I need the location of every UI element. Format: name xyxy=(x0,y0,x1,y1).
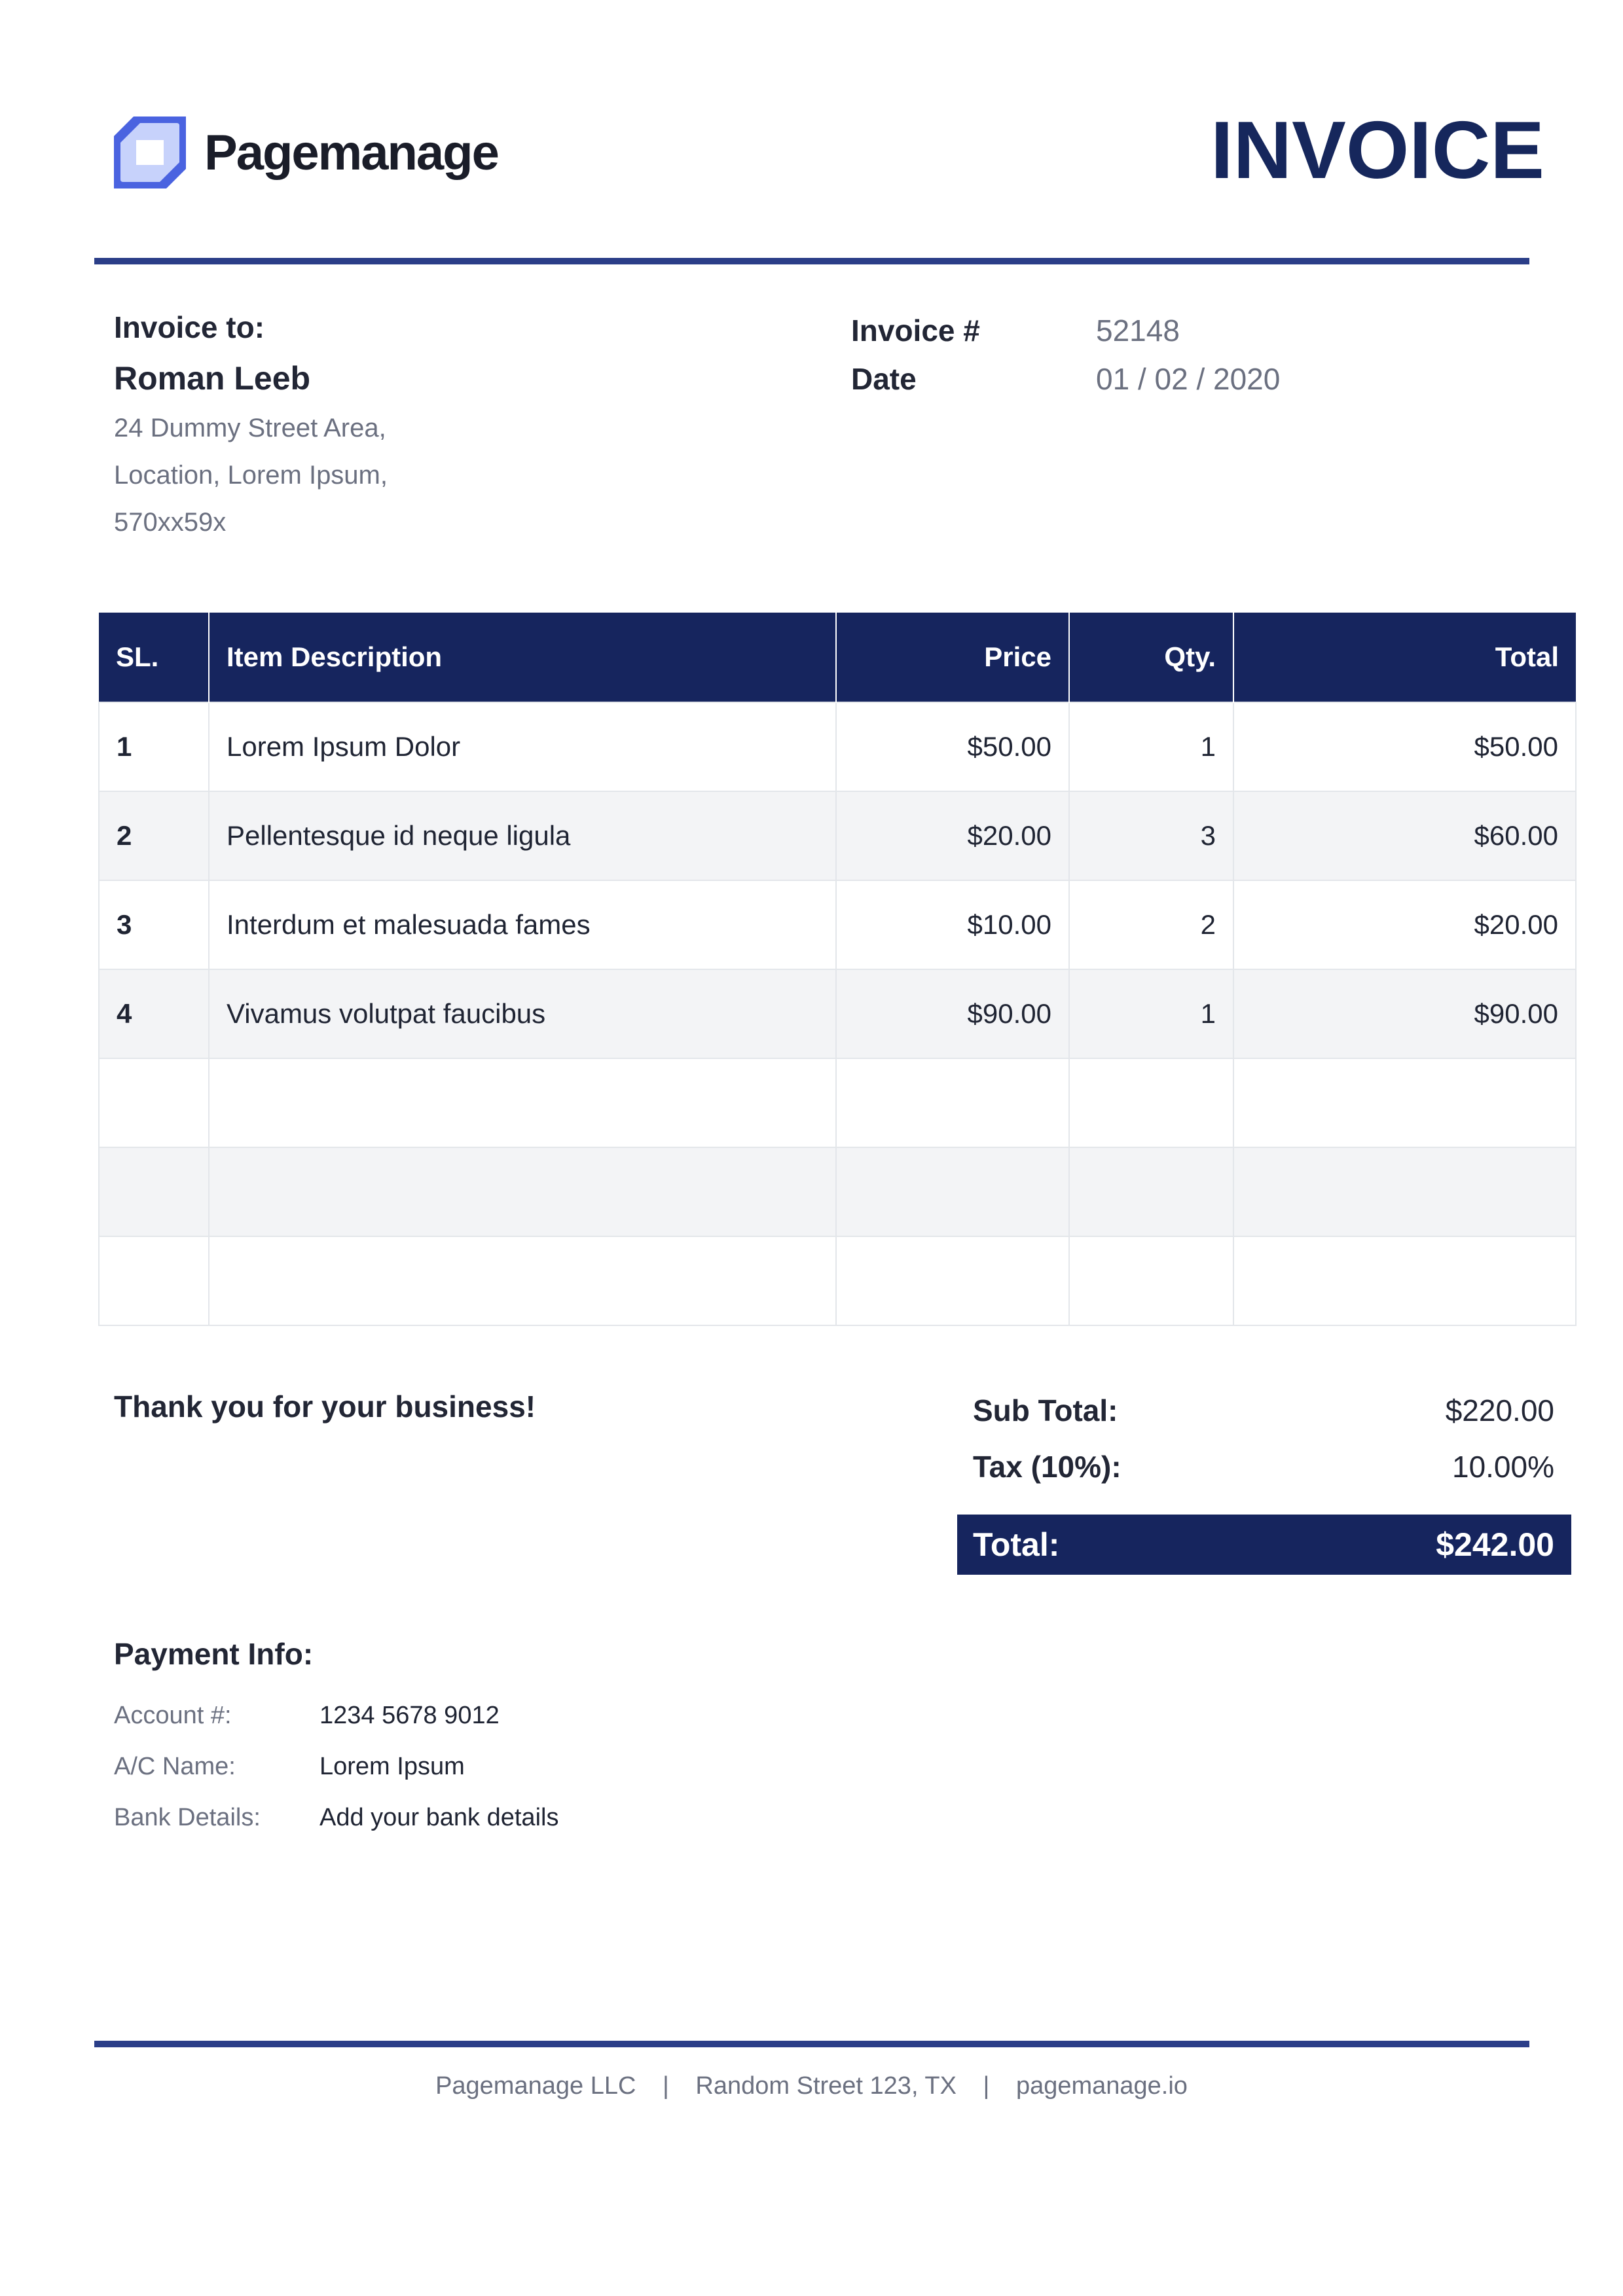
footer-address: Random Street 123, TX xyxy=(695,2072,957,2100)
header-divider xyxy=(94,258,1529,264)
bill-to-label: Invoice to: xyxy=(114,310,265,344)
cell-sl xyxy=(99,1058,209,1147)
cell-description xyxy=(209,1058,836,1147)
line-items-table xyxy=(98,613,1577,1326)
cell-total: $20.00 xyxy=(1233,880,1576,969)
cell-total: $60.00 xyxy=(1233,791,1576,880)
bank-details-row xyxy=(114,1792,558,1843)
cell-total: $90.00 xyxy=(1233,969,1576,1058)
customer-address xyxy=(114,404,388,546)
footer xyxy=(0,2072,1623,2100)
cell-description xyxy=(209,1147,836,1236)
pagemanage-logo-icon xyxy=(114,117,186,188)
cell-total xyxy=(1233,1147,1576,1236)
column-header-qty: Qty. xyxy=(1069,613,1233,702)
column-header-description: Item Description xyxy=(209,613,836,702)
cell-price: $10.00 xyxy=(836,880,1069,969)
subtotal-row xyxy=(957,1382,1571,1439)
grand-total-bar xyxy=(957,1515,1571,1575)
footer-separator: | xyxy=(983,2072,990,2100)
invoice-number-value: 52148 xyxy=(1096,314,1180,348)
cell-sl xyxy=(99,1236,209,1325)
account-number-value: 1234 5678 9012 xyxy=(319,1701,500,1729)
cell-price xyxy=(836,1236,1069,1325)
cell-description: Lorem Ipsum Dolor xyxy=(209,702,836,791)
cell-total: $50.00 xyxy=(1233,702,1576,791)
address-line: 24 Dummy Street Area, xyxy=(114,414,386,442)
cell-qty xyxy=(1069,1058,1233,1147)
cell-price: $20.00 xyxy=(836,791,1069,880)
invoice-date-row xyxy=(851,355,1280,403)
cell-qty: 2 xyxy=(1069,880,1233,969)
account-number-label: Account #: xyxy=(114,1701,232,1729)
cell-qty: 3 xyxy=(1069,791,1233,880)
totals-summary xyxy=(957,1382,1571,1575)
brand-name: Pagemanage xyxy=(204,124,498,181)
payment-info xyxy=(114,1636,558,1843)
cell-total xyxy=(1233,1058,1576,1147)
table-row-empty xyxy=(99,1147,1576,1236)
cell-description: Vivamus volutpat faucibus xyxy=(209,969,836,1058)
bank-details-label: Bank Details: xyxy=(114,1803,261,1831)
footer-divider xyxy=(94,2041,1529,2047)
footer-separator: | xyxy=(662,2072,669,2100)
cell-qty: 1 xyxy=(1069,702,1233,791)
table-row xyxy=(99,702,1576,791)
cell-price xyxy=(836,1058,1069,1147)
cell-price: $90.00 xyxy=(836,969,1069,1058)
cell-qty: 1 xyxy=(1069,969,1233,1058)
tax-value: 10.00% xyxy=(1451,1450,1554,1484)
customer-name: Roman Leeb xyxy=(114,360,311,397)
account-name-row xyxy=(114,1741,558,1792)
column-header-sl: SL. xyxy=(99,613,209,702)
invoice-title: INVOICE xyxy=(1211,105,1544,196)
cell-qty xyxy=(1069,1147,1233,1236)
invoice-date-label: Date xyxy=(851,362,917,396)
cell-sl: 2 xyxy=(99,791,209,880)
address-line: Location, Lorem Ipsum, xyxy=(114,461,388,490)
cell-description: Pellentesque id neque ligula xyxy=(209,791,836,880)
brand-logo xyxy=(114,117,498,188)
cell-sl: 4 xyxy=(99,969,209,1058)
table-row xyxy=(99,880,1576,969)
cell-total xyxy=(1233,1236,1576,1325)
payment-info-title: Payment Info: xyxy=(114,1637,314,1671)
subtotal-label: Sub Total: xyxy=(973,1393,1118,1427)
account-name-value: Lorem Ipsum xyxy=(319,1752,465,1780)
account-name-label: A/C Name: xyxy=(114,1752,236,1780)
invoice-date-value: 01 / 02 / 2020 xyxy=(1096,362,1281,396)
table-row-empty xyxy=(99,1058,1576,1147)
table-row xyxy=(99,969,1576,1058)
address-line: 570xx59x xyxy=(114,508,227,537)
bank-details-value: Add your bank details xyxy=(319,1803,559,1831)
cell-sl: 3 xyxy=(99,880,209,969)
invoice-meta xyxy=(851,306,1280,403)
footer-website[interactable]: pagemanage.io xyxy=(1015,2072,1188,2100)
subtotal-value: $220.00 xyxy=(1445,1393,1554,1427)
grand-total-value: $242.00 xyxy=(1436,1526,1554,1563)
account-number-row xyxy=(114,1690,558,1741)
table-row-empty xyxy=(99,1236,1576,1325)
grand-total-label: Total: xyxy=(973,1526,1060,1563)
invoice-number-label: Invoice # xyxy=(851,314,980,348)
table-header-row xyxy=(99,613,1576,702)
cell-qty xyxy=(1069,1236,1233,1325)
table-row xyxy=(99,791,1576,880)
invoice-number-row xyxy=(851,306,1280,355)
cell-price xyxy=(836,1147,1069,1236)
bill-to-block xyxy=(114,306,388,546)
cell-description: Interdum et malesuada fames xyxy=(209,880,836,969)
cell-price: $50.00 xyxy=(836,702,1069,791)
column-header-total: Total xyxy=(1233,613,1576,702)
cell-sl xyxy=(99,1147,209,1236)
cell-description xyxy=(209,1236,836,1325)
footer-company: Pagemanage LLC xyxy=(435,2072,636,2100)
tax-row xyxy=(957,1439,1571,1495)
cell-sl: 1 xyxy=(99,702,209,791)
tax-label: Tax (10%): xyxy=(973,1450,1122,1484)
column-header-price: Price xyxy=(836,613,1069,702)
thank-you-note: Thank you for your business! xyxy=(114,1390,536,1424)
